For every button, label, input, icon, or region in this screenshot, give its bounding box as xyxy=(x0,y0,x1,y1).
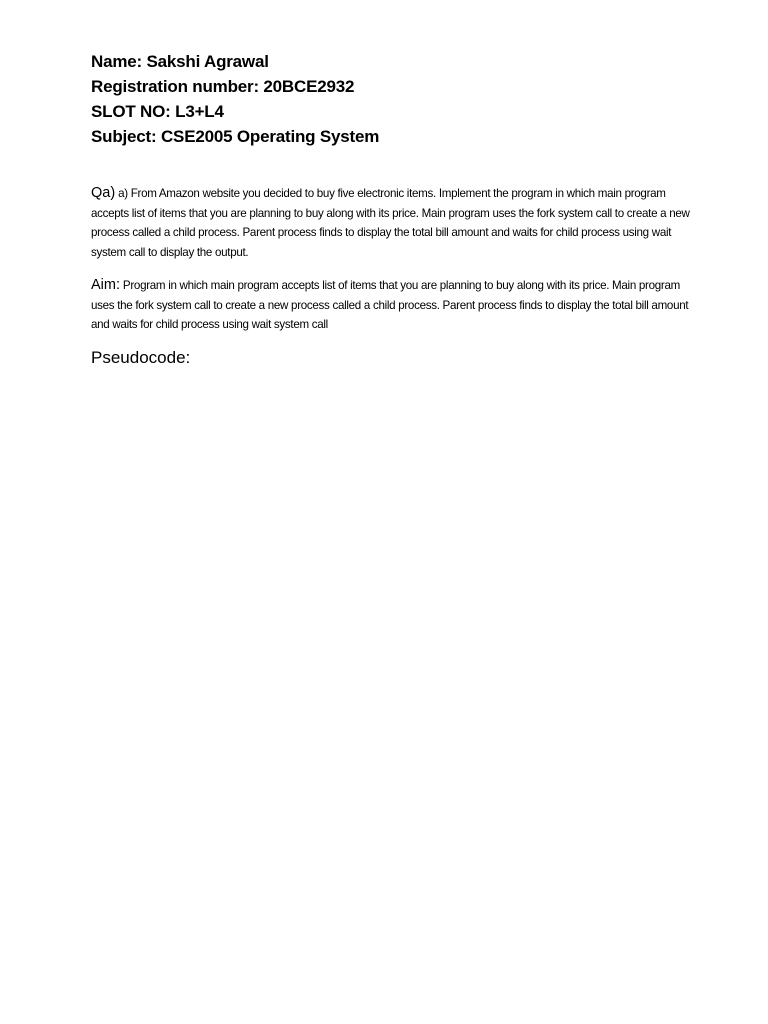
subject: Subject: CSE2005 Operating System xyxy=(91,127,380,146)
student-name: Name: Sakshi Agrawal xyxy=(91,52,269,71)
registration-number: Registration number: 20BCE2932 xyxy=(91,77,355,96)
question-paragraph xyxy=(91,184,691,262)
question-label: Qa) xyxy=(91,185,116,201)
pseudocode-heading: Pseudocode: xyxy=(91,348,191,367)
question-text: a) From Amazon website you decided to buy five electronic items. Implement the program in which main program accepts list of items that you are planning to buy along with its price. Main program uses the fork system call to create a new process called a child process. Parent process finds to display the total bill amount and waits for child process using wait system call to display the output. xyxy=(91,187,690,259)
aim-paragraph xyxy=(91,276,691,335)
slot-number: SLOT NO: L3+L4 xyxy=(91,102,224,121)
aim-text: Program in which main program accepts list of items that you are planning to buy along with its price. Main program uses the fork system call to create a new process called a child process. Parent process finds to display the total bill amount and waits for child process using wait system call xyxy=(91,279,689,331)
aim-label: Aim: xyxy=(91,277,120,293)
student-header xyxy=(91,49,691,149)
